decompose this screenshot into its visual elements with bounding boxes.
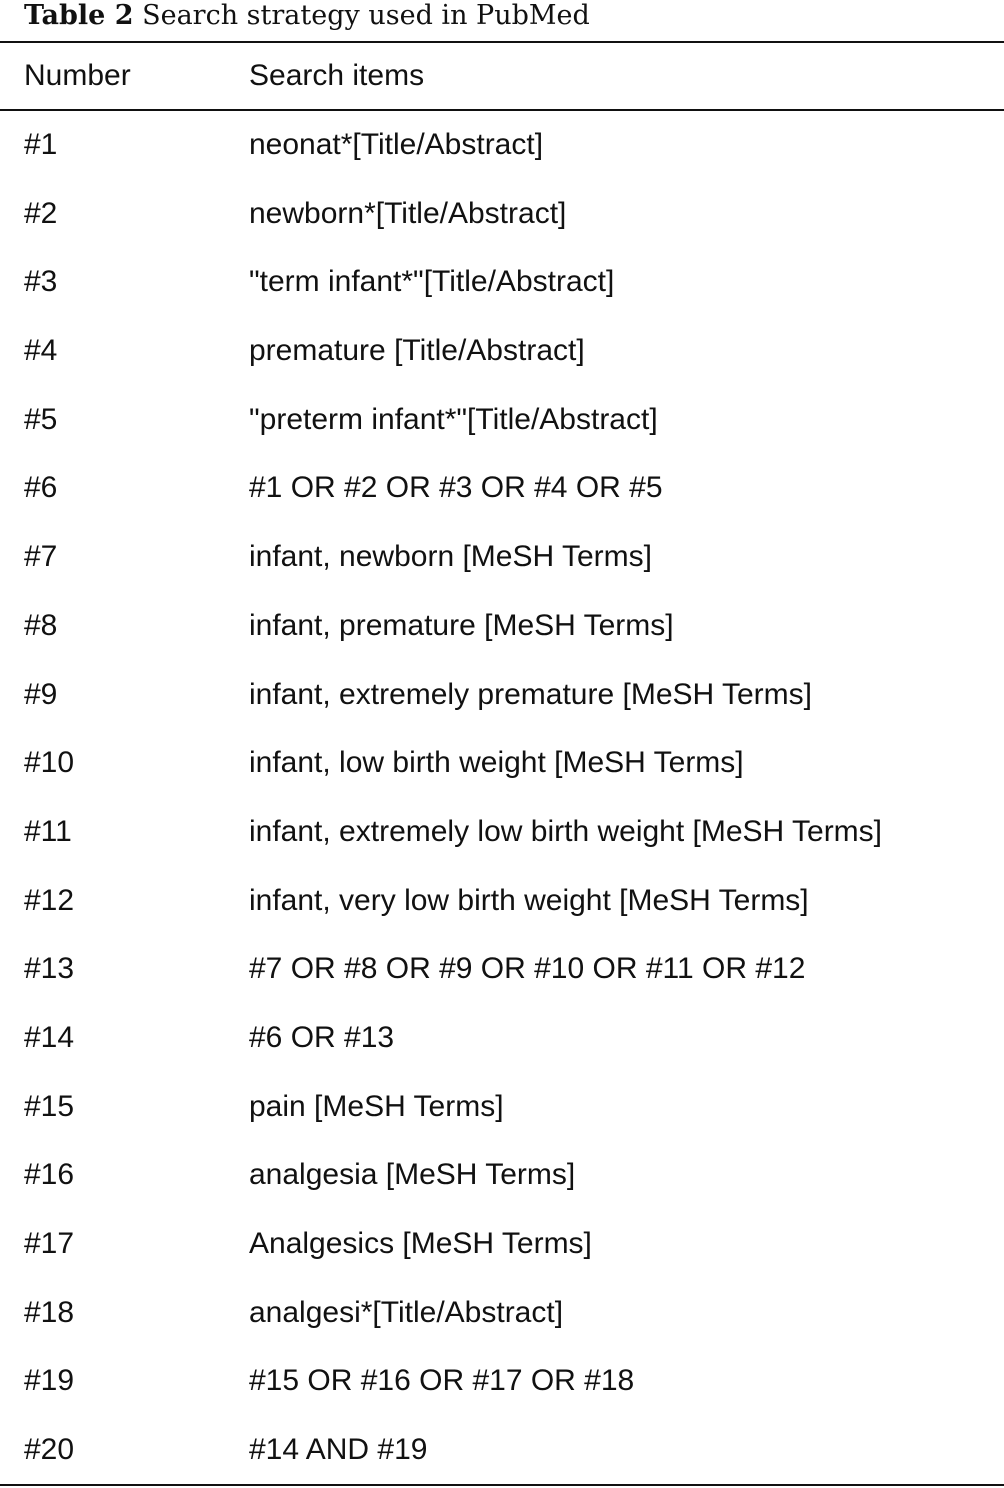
table-row <box>0 867 1004 936</box>
row-search-item: pain [MeSH Terms] <box>249 1089 504 1123</box>
table-body <box>0 111 1004 1485</box>
table-row <box>0 798 1004 867</box>
table-row <box>0 1141 1004 1210</box>
table-row <box>0 1004 1004 1073</box>
row-search-item: Analgesics [MeSH Terms] <box>249 1227 592 1260</box>
table-row <box>0 661 1004 730</box>
row-search-item: analgesi*[Title/Abstract] <box>249 1295 564 1329</box>
row-number: #6 <box>24 471 58 505</box>
row-number: #16 <box>24 1158 75 1192</box>
row-number: #19 <box>24 1364 75 1398</box>
table-row <box>0 1279 1004 1348</box>
row-search-item: neonat*[Title/Abstract] <box>249 128 544 161</box>
table-row <box>0 1416 1004 1485</box>
table-row <box>0 248 1004 317</box>
table-row <box>0 592 1004 661</box>
table-row <box>0 1073 1004 1142</box>
table-header-row <box>0 43 1004 109</box>
row-number: #1 <box>24 128 58 161</box>
row-search-item: newborn*[Title/Abstract] <box>249 196 567 230</box>
row-number: #14 <box>24 1020 75 1054</box>
header-number: Number <box>24 59 131 92</box>
row-number: #11 <box>24 814 72 848</box>
table-row <box>0 729 1004 798</box>
row-search-item: analgesia [MeSH Terms] <box>249 1158 576 1192</box>
row-search-item: infant, newborn [MeSH Terms] <box>249 540 652 574</box>
row-search-item: premature [Title/Abstract] <box>249 334 585 368</box>
table-row <box>0 1210 1004 1279</box>
table-row <box>0 454 1004 523</box>
row-number: #4 <box>24 334 58 368</box>
table-row <box>0 523 1004 592</box>
table-caption <box>24 0 590 36</box>
row-number: #15 <box>24 1089 75 1123</box>
table-label: Table 2 <box>24 0 134 31</box>
header-search-items: Search items <box>249 59 425 92</box>
row-number: #3 <box>24 265 58 299</box>
table-title: Search strategy used in PubMed <box>142 0 590 31</box>
row-number: #2 <box>24 196 58 230</box>
table-row <box>0 386 1004 455</box>
row-search-item: "preterm infant*"[Title/Abstract] <box>249 402 658 436</box>
row-search-item: infant, very low birth weight [MeSH Terms] <box>249 883 809 917</box>
row-number: #10 <box>24 746 75 780</box>
row-search-item: "term infant*"[Title/Abstract] <box>249 265 615 299</box>
row-number: #5 <box>24 402 58 436</box>
row-search-item: #6 OR #13 <box>249 1020 395 1054</box>
row-search-item: infant, low birth weight [MeSH Terms] <box>249 746 744 780</box>
row-number: #12 <box>24 883 75 917</box>
row-number: #13 <box>24 952 75 986</box>
table-row <box>0 111 1004 180</box>
row-search-item: #15 OR #16 OR #17 OR #18 <box>249 1364 635 1398</box>
row-number: #9 <box>24 677 58 711</box>
row-number: #20 <box>24 1433 75 1467</box>
row-search-item: #1 OR #2 OR #3 OR #4 OR #5 <box>249 471 663 505</box>
table-row <box>0 935 1004 1004</box>
bottom-rule <box>0 1484 1004 1486</box>
row-number: #18 <box>24 1295 75 1329</box>
row-search-item: #7 OR #8 OR #9 OR #10 OR #11 OR #12 <box>249 952 806 986</box>
row-number: #7 <box>24 540 58 574</box>
table-row <box>0 317 1004 386</box>
row-search-item: infant, extremely premature [MeSH Terms] <box>249 677 812 711</box>
row-number: #8 <box>24 608 58 642</box>
row-number: #17 <box>24 1227 75 1260</box>
row-search-item: infant, premature [MeSH Terms] <box>249 608 674 642</box>
table-row <box>0 180 1004 249</box>
table-row <box>0 1347 1004 1416</box>
row-search-item: infant, extremely low birth weight [MeSH Terms] <box>249 814 883 848</box>
row-search-item: #14 AND #19 <box>249 1433 428 1467</box>
